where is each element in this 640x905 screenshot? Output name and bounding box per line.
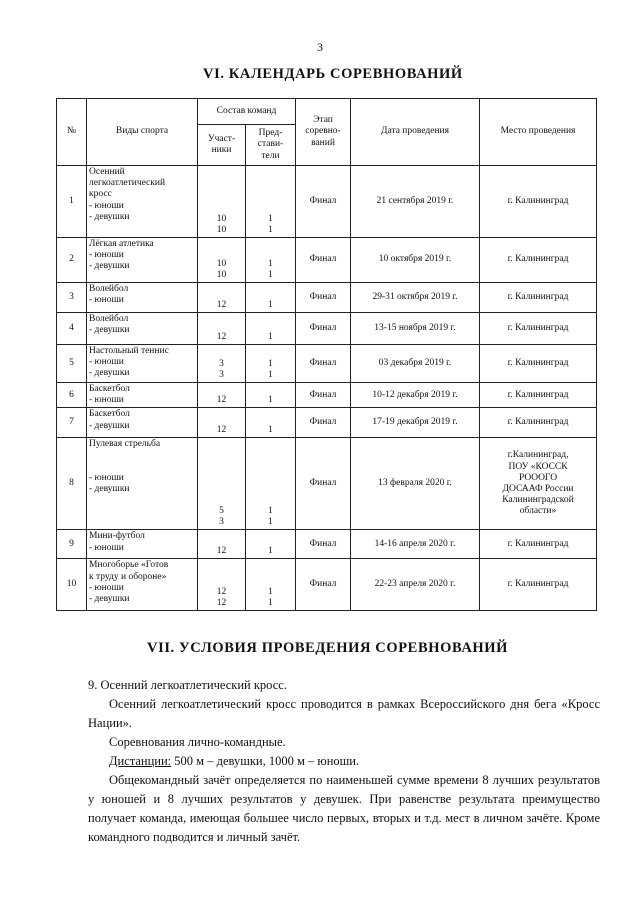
distances-label: Дистанции: bbox=[109, 754, 172, 768]
table-body bbox=[57, 166, 597, 611]
stage-cell: Финал bbox=[296, 559, 351, 611]
date-cell: 22-23 апреля 2020 г. bbox=[351, 559, 480, 611]
header-place: Место проведения bbox=[480, 99, 597, 166]
date-cell: 10-12 декабря 2019 г. bbox=[351, 383, 480, 408]
row-number: 6 bbox=[57, 383, 87, 408]
page-number: 3 bbox=[317, 40, 323, 54]
place-cell: г. Калининград bbox=[480, 313, 597, 345]
stage-cell: Финал bbox=[296, 166, 351, 238]
participants-count bbox=[198, 166, 246, 238]
representatives-count bbox=[246, 559, 296, 611]
place-cell: г. Калининград bbox=[480, 530, 597, 559]
participants-count bbox=[198, 438, 246, 530]
paragraph-cross-heading: 9. Осенний легкоатлетический кросс. bbox=[88, 678, 287, 692]
representatives-value: 1 bbox=[268, 587, 273, 597]
participants-value: 12 bbox=[216, 587, 227, 597]
row-number: 7 bbox=[57, 408, 87, 438]
header-sport: Виды спорта bbox=[87, 99, 198, 166]
row-number: 2 bbox=[57, 238, 87, 283]
row-number: 4 bbox=[57, 313, 87, 345]
sport-name: Пулевая стрельба - юноши - девушки bbox=[87, 438, 198, 530]
date-cell: 29-31 октября 2019 г. bbox=[351, 283, 480, 313]
place-cell: г. Калининград bbox=[480, 408, 597, 438]
date-cell: 14-16 апреля 2020 г. bbox=[351, 530, 480, 559]
participants-value: 10 bbox=[216, 213, 227, 224]
row-number: 3 bbox=[57, 283, 87, 313]
table-row bbox=[57, 283, 597, 313]
participants-value: 10 bbox=[216, 269, 227, 280]
participants-value: 3 bbox=[219, 517, 224, 528]
sport-name: Лёгкая атлетика - юноши - девушки bbox=[87, 238, 198, 283]
row-number: 5 bbox=[57, 345, 87, 383]
stage-cell: Финал bbox=[296, 530, 351, 559]
paragraph-team-scoring: Общекомандный зачёт определяется по наименьшей сумме времени 8 лучших результатов у юношей и 8 лучших результатов у девушек. При равенстве результата преимущество получает команда, имеющая большее число первых, вторых и т.д. мест в личном зачёте. Кроме командного подводится и личный зачёт. bbox=[88, 773, 600, 844]
sport-name: Волейбол - юноши bbox=[87, 283, 198, 313]
stage-cell: Финал bbox=[296, 345, 351, 383]
participants-count bbox=[198, 345, 246, 383]
place-cell: г. Калининград bbox=[480, 166, 597, 238]
participants-count bbox=[198, 408, 246, 438]
paragraph-cross-description: Осенний легкоатлетический кросс проводится в рамках Всероссийского дня бега «Кросс Нации». bbox=[88, 697, 600, 730]
sport-name: Настольный теннис - юноши - девушки bbox=[87, 345, 198, 383]
row-number: 10 bbox=[57, 559, 87, 611]
representatives-value: 1 bbox=[268, 299, 273, 310]
representatives-count bbox=[246, 313, 296, 345]
participants-value: 12 bbox=[216, 299, 227, 310]
representatives-value: 1 bbox=[268, 358, 273, 369]
header-team-composition: Состав команд bbox=[198, 99, 296, 125]
header-stage: Этап соревно- ваний bbox=[296, 99, 351, 166]
participants-count bbox=[198, 238, 246, 283]
date-cell: 13-15 ноября 2019 г. bbox=[351, 313, 480, 345]
representatives-count bbox=[246, 438, 296, 530]
sport-name: Баскетбол - девушки bbox=[87, 408, 198, 438]
representatives-value: 1 bbox=[268, 369, 273, 380]
sport-name: Волейбол - девушки bbox=[87, 313, 198, 345]
header-date: Дата проведения bbox=[351, 99, 480, 166]
table-row bbox=[57, 530, 597, 559]
stage-cell: Финал bbox=[296, 313, 351, 345]
representatives-value: 1 bbox=[268, 506, 273, 516]
table-row bbox=[57, 166, 597, 238]
representatives-value: 1 bbox=[268, 598, 273, 609]
row-number: 9 bbox=[57, 530, 87, 559]
representatives-count bbox=[246, 530, 296, 559]
place-cell: г. Калининград bbox=[480, 283, 597, 313]
sport-name: Осенний легкоатлетический кросс - юноши - девушки bbox=[87, 166, 198, 238]
conditions-title: VII. УСЛОВИЯ ПРОВЕДЕНИЯ СОРЕВНОВАНИЙ bbox=[147, 640, 509, 656]
participants-count bbox=[198, 530, 246, 559]
date-cell: 10 октября 2019 г. bbox=[351, 238, 480, 283]
paragraph-competition-type: Соревнования лично-командные. bbox=[109, 735, 286, 749]
stage-cell: Финал bbox=[296, 238, 351, 283]
place-cell: г. Калининград bbox=[480, 238, 597, 283]
header-participants: Участ- ники bbox=[198, 125, 246, 166]
stage-cell: Финал bbox=[296, 383, 351, 408]
table-row bbox=[57, 238, 597, 283]
participants-value: 5 bbox=[219, 506, 224, 516]
stage-cell: Финал bbox=[296, 283, 351, 313]
table-row bbox=[57, 408, 597, 438]
representatives-count bbox=[246, 345, 296, 383]
date-cell: 03 декабря 2019 г. bbox=[351, 345, 480, 383]
representatives-value: 1 bbox=[268, 546, 273, 557]
participants-value: 12 bbox=[216, 546, 227, 557]
representatives-value: 1 bbox=[268, 224, 273, 235]
representatives-value: 1 bbox=[268, 258, 273, 269]
participants-count bbox=[198, 283, 246, 313]
representatives-count bbox=[246, 383, 296, 408]
row-number: 8 bbox=[57, 438, 87, 530]
representatives-value: 1 bbox=[268, 395, 273, 406]
participants-value: 12 bbox=[216, 425, 227, 436]
competition-calendar-table bbox=[56, 98, 597, 611]
stage-cell: Финал bbox=[296, 408, 351, 438]
participants-count bbox=[198, 559, 246, 611]
participants-count bbox=[198, 383, 246, 408]
sport-name: Многоборье «Готов к труду и обороне» - юноши - девушки bbox=[87, 559, 198, 611]
place-cell: г. Калининград bbox=[480, 383, 597, 408]
header-representatives: Пред- стави- тели bbox=[246, 125, 296, 166]
representatives-count bbox=[246, 238, 296, 283]
table-row bbox=[57, 383, 597, 408]
table-row bbox=[57, 559, 597, 611]
representatives-count bbox=[246, 283, 296, 313]
date-cell: 17-19 декабря 2019 г. bbox=[351, 408, 480, 438]
representatives-count bbox=[246, 166, 296, 238]
representatives-value: 1 bbox=[268, 331, 273, 342]
stage-cell: Финал bbox=[296, 438, 351, 530]
sport-name: Мини-футбол - юноши bbox=[87, 530, 198, 559]
participants-value: 12 bbox=[216, 331, 227, 342]
participants-count bbox=[198, 313, 246, 345]
participants-value: 12 bbox=[216, 395, 227, 406]
date-cell: 21 сентября 2019 г. bbox=[351, 166, 480, 238]
participants-value: 10 bbox=[216, 224, 227, 235]
sport-name: Баскетбол - юноши bbox=[87, 383, 198, 408]
representatives-value: 1 bbox=[268, 269, 273, 280]
distances-text: 500 м – девушки, 1000 м – юноши. bbox=[171, 754, 360, 768]
place-cell: г. Калининград bbox=[480, 559, 597, 611]
place-cell: г.Калининград, ПОУ «КОССК РОООГО ДОСААФ России Калининградской области» bbox=[480, 438, 597, 530]
header-number: № bbox=[57, 99, 87, 166]
table-row bbox=[57, 345, 597, 383]
conditions-body bbox=[88, 676, 600, 847]
participants-value: 10 bbox=[216, 258, 227, 269]
calendar-title: VI. КАЛЕНДАРЬ СОРЕВНОВАНИЙ bbox=[203, 66, 463, 82]
row-number: 1 bbox=[57, 166, 87, 238]
representatives-value: 1 bbox=[268, 517, 273, 528]
date-cell: 13 февраля 2020 г. bbox=[351, 438, 480, 530]
participants-value: 3 bbox=[219, 358, 224, 369]
representatives-value: 1 bbox=[268, 425, 273, 436]
table-row bbox=[57, 313, 597, 345]
table-row bbox=[57, 438, 597, 530]
participants-value: 12 bbox=[216, 598, 227, 609]
representatives-value: 1 bbox=[268, 213, 273, 224]
representatives-count bbox=[246, 408, 296, 438]
participants-value: 3 bbox=[219, 369, 224, 380]
place-cell: г. Калининград bbox=[480, 345, 597, 383]
paragraph-distances bbox=[88, 752, 600, 771]
